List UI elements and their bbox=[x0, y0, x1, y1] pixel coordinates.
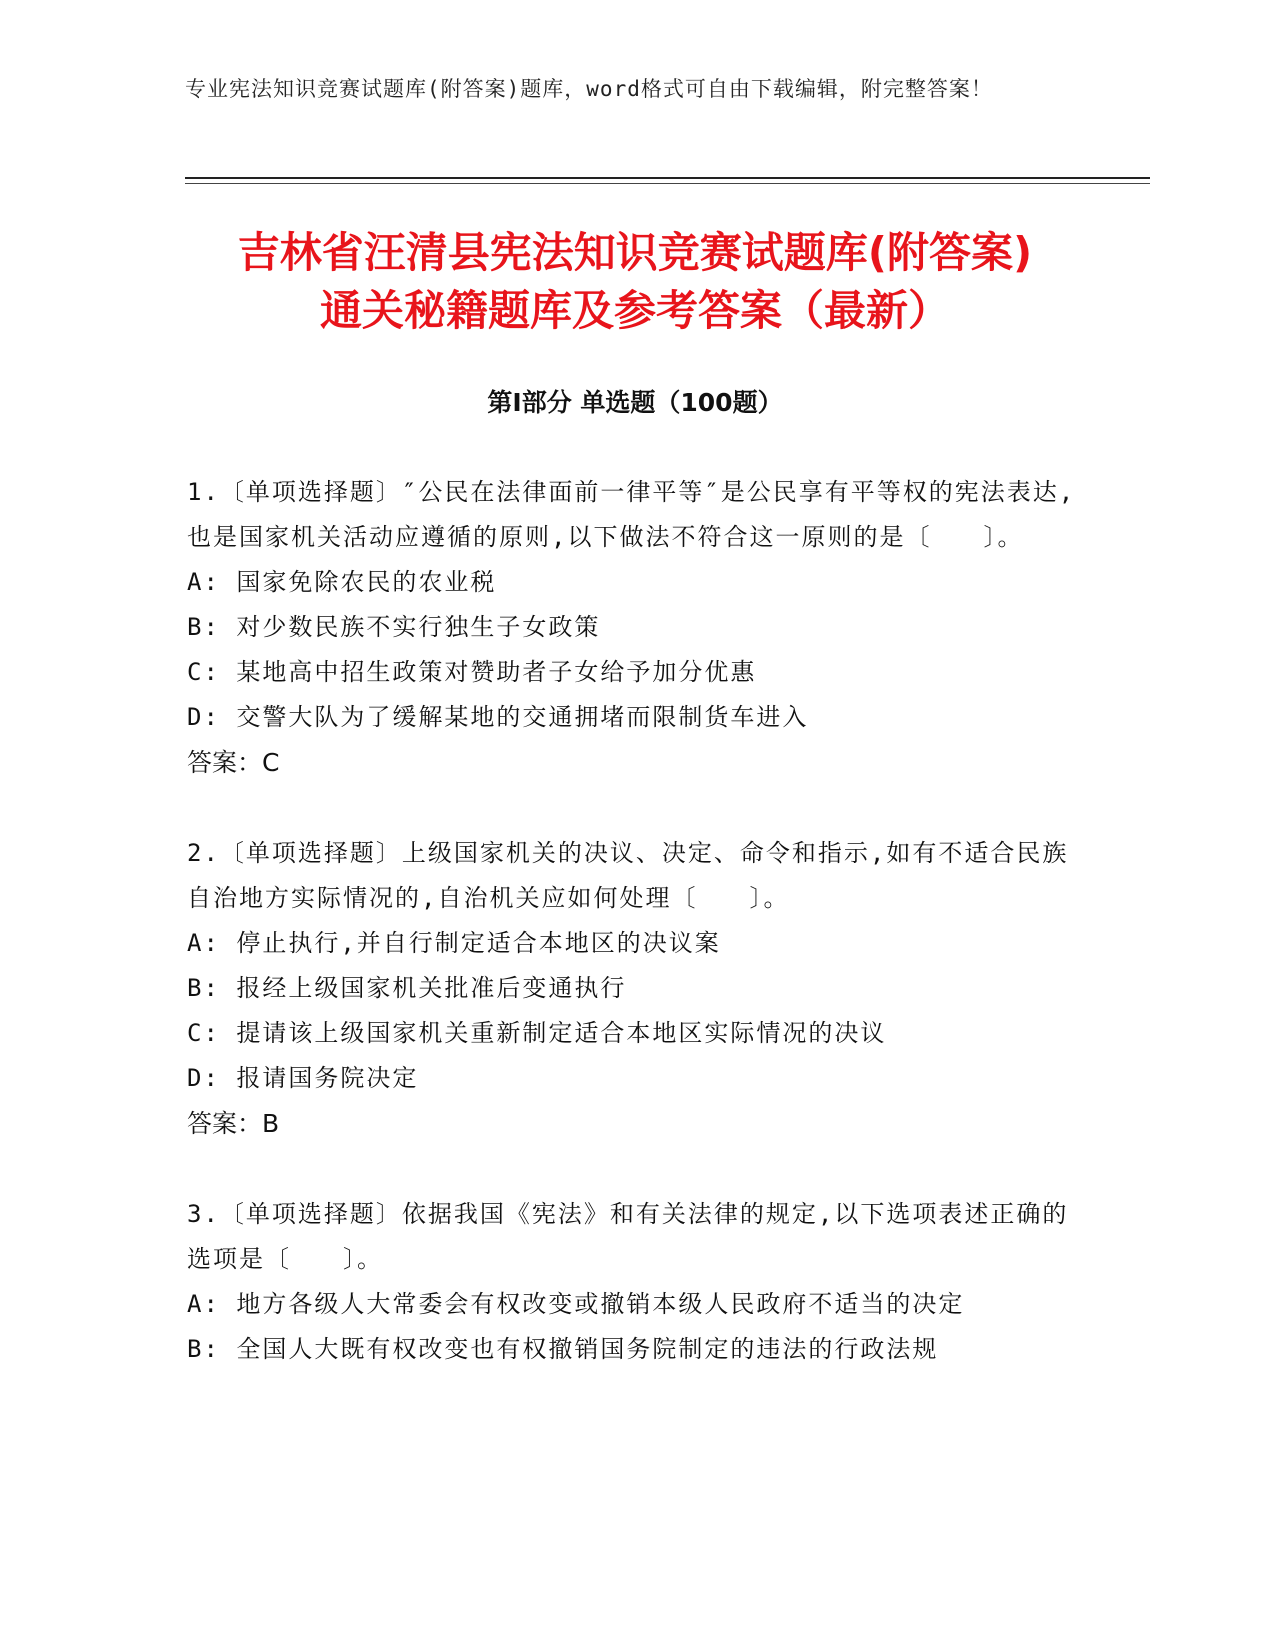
answer: 答案：B bbox=[187, 1109, 280, 1138]
header-divider-thick bbox=[185, 177, 1150, 179]
header-note: 专业宪法知识竞赛试题库(附答案)题库，word格式可自由下载编辑，附完整答案！ bbox=[185, 77, 993, 101]
document-title bbox=[185, 224, 1085, 340]
question-2 bbox=[187, 831, 1087, 1146]
option-b: B: 对少数民族不实行独生子女政策 bbox=[187, 613, 601, 641]
header-divider-thin bbox=[185, 183, 1150, 184]
question-stem: 2.〔单项选择题〕上级国家机关的决议、决定、命令和指示,如有不适合民族自治地方实际情况的,自治机关应如何处理〔 〕。 bbox=[187, 839, 1069, 912]
answer: 答案：C bbox=[187, 748, 280, 777]
option-c: C: 提请该上级国家机关重新制定适合本地区实际情况的决议 bbox=[187, 1019, 887, 1047]
question-stem: 1.〔单项选择题〕″公民在法律面前一律平等″是公民享有平等权的宪法表达,也是国家机关活动应遵循的原则,以下做法不符合这一原则的是〔 〕。 bbox=[187, 478, 1076, 551]
document-title-line-2: 通关秘籍题库及参考答案（最新） bbox=[319, 286, 950, 335]
option-d: D: 报请国务院决定 bbox=[187, 1064, 419, 1092]
question-stem: 3.〔单项选择题〕依据我国《宪法》和有关法律的规定,以下选项表述正确的选项是〔 〕。 bbox=[187, 1200, 1069, 1273]
option-c: C: 某地高中招生政策对赞助者子女给予加分优惠 bbox=[187, 658, 757, 686]
question-3 bbox=[187, 1192, 1087, 1372]
question-1 bbox=[187, 470, 1087, 785]
document-title-line-1: 吉林省汪清县宪法知识竞赛试题库(附答案) bbox=[237, 228, 1033, 277]
option-a: A: 国家免除农民的农业税 bbox=[187, 568, 497, 596]
question-list bbox=[187, 470, 1087, 1418]
section-title: 第Ⅰ部分 单选题（100题） bbox=[487, 388, 783, 417]
option-d: D: 交警大队为了缓解某地的交通拥堵而限制货车进入 bbox=[187, 703, 809, 731]
option-a: A: 地方各级人大常委会有权改变或撤销本级人民政府不适当的决定 bbox=[187, 1290, 965, 1318]
option-b: B: 报经上级国家机关批准后变通执行 bbox=[187, 974, 627, 1002]
option-a: A: 停止执行,并自行制定适合本地区的决议案 bbox=[187, 929, 721, 957]
option-b: B: 全国人大既有权改变也有权撤销国务院制定的违法的行政法规 bbox=[187, 1335, 939, 1363]
